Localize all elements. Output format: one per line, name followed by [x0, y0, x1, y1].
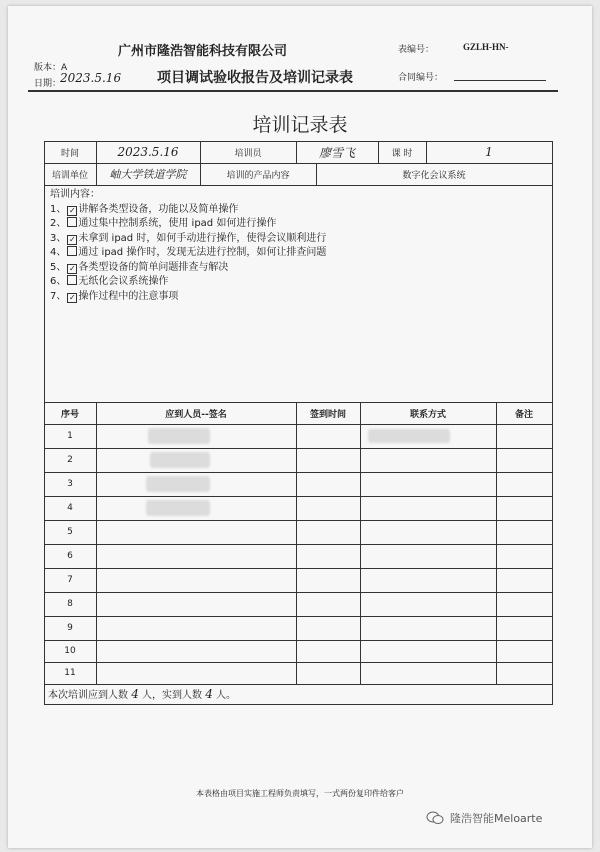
checkbox-icon — [67, 246, 77, 256]
date-value: 2023.5.16 — [60, 71, 122, 85]
row-number: 4 — [67, 503, 73, 513]
unit-value: 岫大学铁道学院 — [109, 168, 187, 181]
trainer-signature: 廖雪飞 — [318, 145, 355, 160]
header-checkin-time: 签到时间 — [309, 409, 346, 420]
row-number: 8 — [67, 599, 73, 609]
table-line — [44, 568, 553, 569]
item-text: 讲解各类型设备，功能以及简单操作 — [78, 203, 239, 215]
item-number: 4、 — [50, 247, 67, 258]
report-title: 项目调试验收报告及培训记录表 — [157, 70, 353, 86]
header-seq: 序号 — [60, 409, 79, 420]
item-number: 7、 — [50, 290, 67, 302]
table-line — [44, 640, 553, 641]
checked-box-icon: ✓ — [69, 263, 76, 273]
row-number: 6 — [67, 551, 73, 561]
item-number: 5、 — [50, 261, 67, 273]
time-label: 时间 — [60, 148, 79, 159]
table-line — [44, 496, 553, 497]
summary-suffix: 人。 — [216, 690, 237, 701]
item-text: 通过 ipad 操作时，发现无法进行控制，如何让排查问题 — [78, 247, 327, 258]
row-number: 7 — [67, 575, 73, 585]
item-text: 通过集中控制系统，使用 ipad 如何进行操作 — [78, 218, 277, 229]
content-item — [50, 275, 326, 290]
content-item — [50, 203, 326, 218]
table-line — [44, 616, 553, 617]
version-label: 版本：A — [34, 63, 68, 73]
item-text: 各类型设备的简单问题排查与解决 — [78, 261, 229, 273]
checkbox-icon — [67, 275, 77, 285]
content-item — [50, 246, 326, 261]
row-number: 1 — [67, 431, 73, 441]
content-item — [50, 232, 326, 247]
contract-number-line — [454, 80, 546, 81]
table-line — [552, 141, 553, 705]
checkbox-icon — [67, 217, 77, 227]
item-text: 无纸化会议系统操作 — [78, 276, 169, 287]
table-line — [496, 402, 497, 684]
content-heading: 培训内容： — [50, 189, 100, 200]
wechat-icon — [426, 811, 444, 825]
row-number: 9 — [67, 623, 73, 633]
item-text: 操作过程中的注意事项 — [78, 290, 179, 302]
row-number: 5 — [67, 527, 73, 537]
row-number: 3 — [67, 479, 73, 489]
company-name: 广州市隆浩智能科技有限公司 — [118, 44, 288, 59]
table-line — [44, 544, 553, 545]
table-line — [44, 448, 553, 449]
table-line — [44, 185, 553, 186]
header-remark: 备注 — [514, 409, 533, 420]
expected-count: 4 — [131, 687, 139, 701]
table-line — [96, 402, 97, 684]
item-number: 2、 — [50, 218, 67, 229]
table-line — [44, 684, 553, 685]
table-line — [296, 402, 297, 684]
hours-label: 课 时 — [391, 148, 413, 159]
table-line — [360, 402, 361, 684]
table-line — [44, 704, 553, 705]
trainer-label: 培训员 — [234, 148, 262, 159]
checked-box-icon: ✓ — [69, 205, 76, 215]
summary-middle: 人，实到人数 — [142, 690, 203, 701]
row-number: 10 — [64, 646, 76, 656]
contract-number-label: 合同编号： — [398, 73, 444, 83]
header-signature: 应到人员--签名 — [165, 409, 227, 420]
item-number: 6、 — [50, 276, 67, 287]
time-value: 2023.5.16 — [117, 145, 179, 159]
redacted-signature — [150, 452, 210, 468]
hours-value: 1 — [485, 145, 493, 159]
unit-label: 培训单位 — [51, 170, 88, 181]
redacted-contact — [368, 429, 450, 443]
redacted-signature — [148, 428, 210, 444]
header-contact: 联系方式 — [409, 409, 446, 420]
checked-box-icon: ✓ — [69, 234, 76, 244]
header-divider — [28, 90, 558, 92]
product-value: 数字化会议系统 — [402, 170, 466, 181]
content-list — [50, 203, 326, 305]
item-number: 3、 — [50, 232, 67, 244]
content-item — [50, 261, 326, 276]
content-item — [50, 290, 326, 305]
footnote: 本表格由项目实施工程师负责填写，一式两份复印件给客户 — [196, 789, 404, 798]
brand-watermark — [426, 810, 542, 826]
attendance-summary — [48, 686, 236, 701]
actual-count: 4 — [205, 687, 213, 701]
table-line — [44, 592, 553, 593]
brand-name: 隆浩智能Meloarte — [450, 812, 543, 825]
form-number-label: 表编号： — [398, 45, 435, 55]
row-number: 11 — [64, 668, 76, 678]
training-content — [50, 188, 326, 304]
item-text: 未拿到 ipad 时，如何手动进行操作，使得会议顺利进行 — [78, 232, 327, 244]
table-line — [44, 662, 553, 663]
content-item — [50, 217, 326, 232]
summary-prefix: 本次培训应到人数 — [48, 690, 128, 701]
checked-box-icon: ✓ — [69, 292, 76, 302]
table-line — [44, 520, 553, 521]
table-line — [44, 472, 553, 473]
product-label: 培训的产品内容 — [226, 170, 290, 181]
redacted-signature — [146, 476, 210, 492]
form-number-value: GZLH-HN- — [463, 42, 509, 52]
row-number: 2 — [67, 455, 73, 465]
date-label: 日期： — [34, 79, 62, 89]
sheet-title: 培训记录表 — [252, 114, 348, 136]
item-number: 1、 — [50, 203, 67, 215]
redacted-signature — [146, 500, 210, 516]
table-line — [44, 424, 553, 425]
